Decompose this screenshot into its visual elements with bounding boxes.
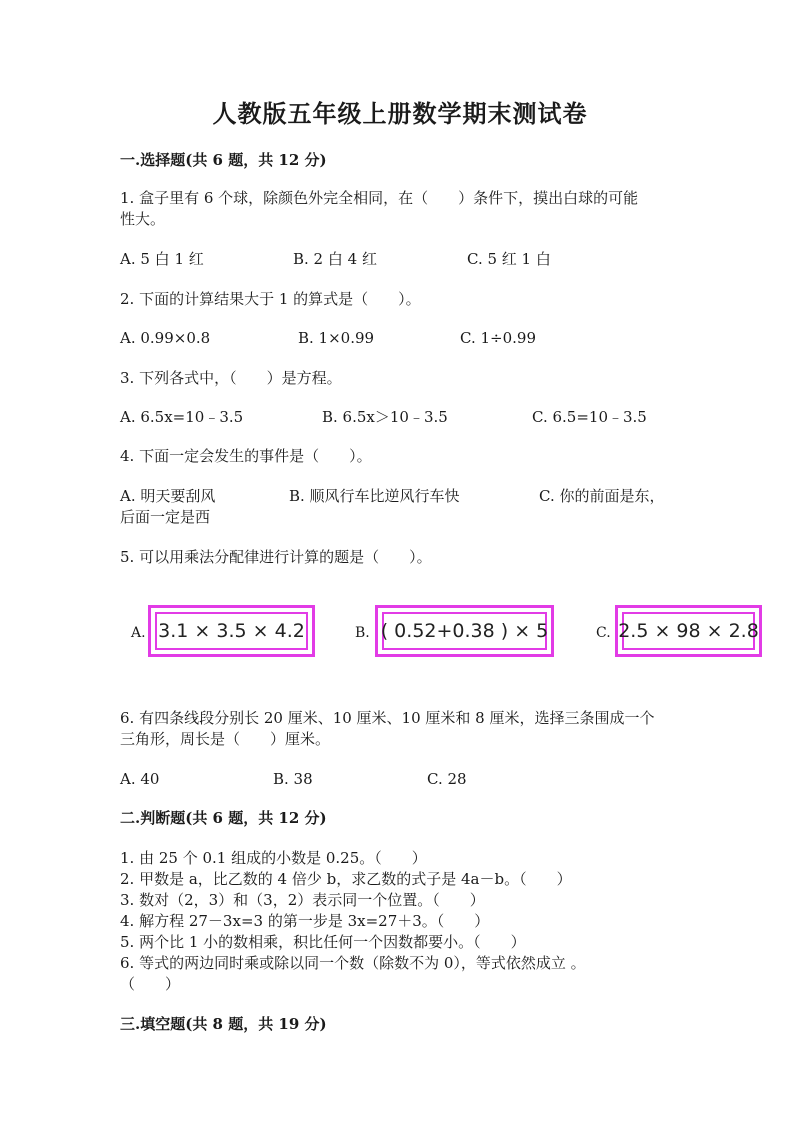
q5-option-c-box [615, 605, 762, 657]
judge-item-1: 1. 由 25 个 0.1 组成的小数是 0.25。（ ） [120, 849, 427, 867]
q1-text-line2: 性大。 [120, 210, 166, 228]
q3-option-c: C. 6.5=10﹣3.5 [532, 408, 647, 426]
q4-option-a: A. 明天要刮风 [120, 487, 216, 505]
q1-option-b: B. 2 白 4 红 [293, 250, 377, 268]
q3-option-b: B. 6.5x＞10﹣3.5 [322, 408, 448, 426]
q2-option-b: B. 1×0.99 [298, 329, 375, 347]
judge-item-4: 4. 解方程 27－3x=3 的第一步是 3x=27＋3。（ ） [120, 912, 490, 930]
q6-option-b: B. 38 [273, 770, 313, 788]
section1-heading: 一.选择题(共 6 题，共 12 分) [120, 151, 327, 169]
q2-option-a: A. 0.99×0.8 [120, 329, 211, 347]
judge-item-5: 5. 两个比 1 小的数相乘，积比任何一个因数都要小。（ ） [120, 933, 526, 951]
judge-item-6-continuation: （ ） [120, 975, 181, 993]
q2-option-c: C. 1÷0.99 [460, 329, 536, 347]
section2-heading: 二.判断题(共 6 题，共 12 分) [120, 809, 327, 827]
q5-option-b-box [375, 605, 554, 657]
q3-option-a: A. 6.5x=10﹣3.5 [120, 408, 244, 426]
judge-item-6: 6. 等式的两边同时乘或除以同一个数（除数不为 0），等式依然成立 。 [120, 954, 586, 972]
q1-text-line1: 1. 盒子里有 6 个球，除颜色外完全相同，在（ ）条件下，摸出白球的可能 [120, 189, 639, 207]
q4-option-b: B. 顺风行车比逆风行车快 [289, 487, 460, 505]
section3-heading: 三.填空题(共 8 题，共 19 分) [120, 1015, 327, 1033]
q4-text: 4. 下面一定会发生的事件是（ ）。 [120, 447, 372, 465]
q1-option-c: C. 5 红 1 白 [467, 250, 551, 268]
q6-option-c: C. 28 [427, 770, 467, 788]
q5-label-c: C. [596, 625, 611, 641]
judge-item-2: 2. 甲数是 a，比乙数的 4 倍少 b，求乙数的式子是 4a－b。（ ） [120, 870, 572, 888]
q5-label-a: A. [131, 625, 146, 641]
q6-text-line1: 6. 有四条线段分别长 20 厘米、10 厘米、10 厘米和 8 厘米，选择三条围成一个 [120, 709, 655, 727]
page-title: 人教版五年级上册数学期末测试卷 [212, 99, 588, 128]
q4-option-c-continuation: 后面一定是西 [120, 508, 211, 526]
q5-option-c-expression: 2.5 × 98 × 2.8 [622, 612, 755, 650]
q5-option-a-box [148, 605, 315, 657]
q5-label-b: B. [355, 625, 370, 641]
judge-item-3: 3. 数对（2，3）和（3，2）表示同一个位置。（ ） [120, 891, 485, 909]
q6-text-line2: 三角形，周长是（ ）厘米。 [120, 730, 331, 748]
q5-option-b-expression: ( 0.52+0.38 ) × 5 [382, 612, 547, 650]
q2-text: 2. 下面的计算结果大于 1 的算式是（ ）。 [120, 290, 421, 308]
q1-option-a: A. 5 白 1 红 [120, 250, 204, 268]
q5-text: 5. 可以用乘法分配律进行计算的题是（ ）。 [120, 548, 432, 566]
q4-option-c: C. 你的前面是东， [539, 487, 665, 505]
q6-option-a: A. 40 [120, 770, 160, 788]
q3-text: 3. 下列各式中，（ ）是方程。 [120, 369, 342, 387]
q5-option-a-expression: 3.1 × 3.5 × 4.2 [155, 612, 308, 650]
